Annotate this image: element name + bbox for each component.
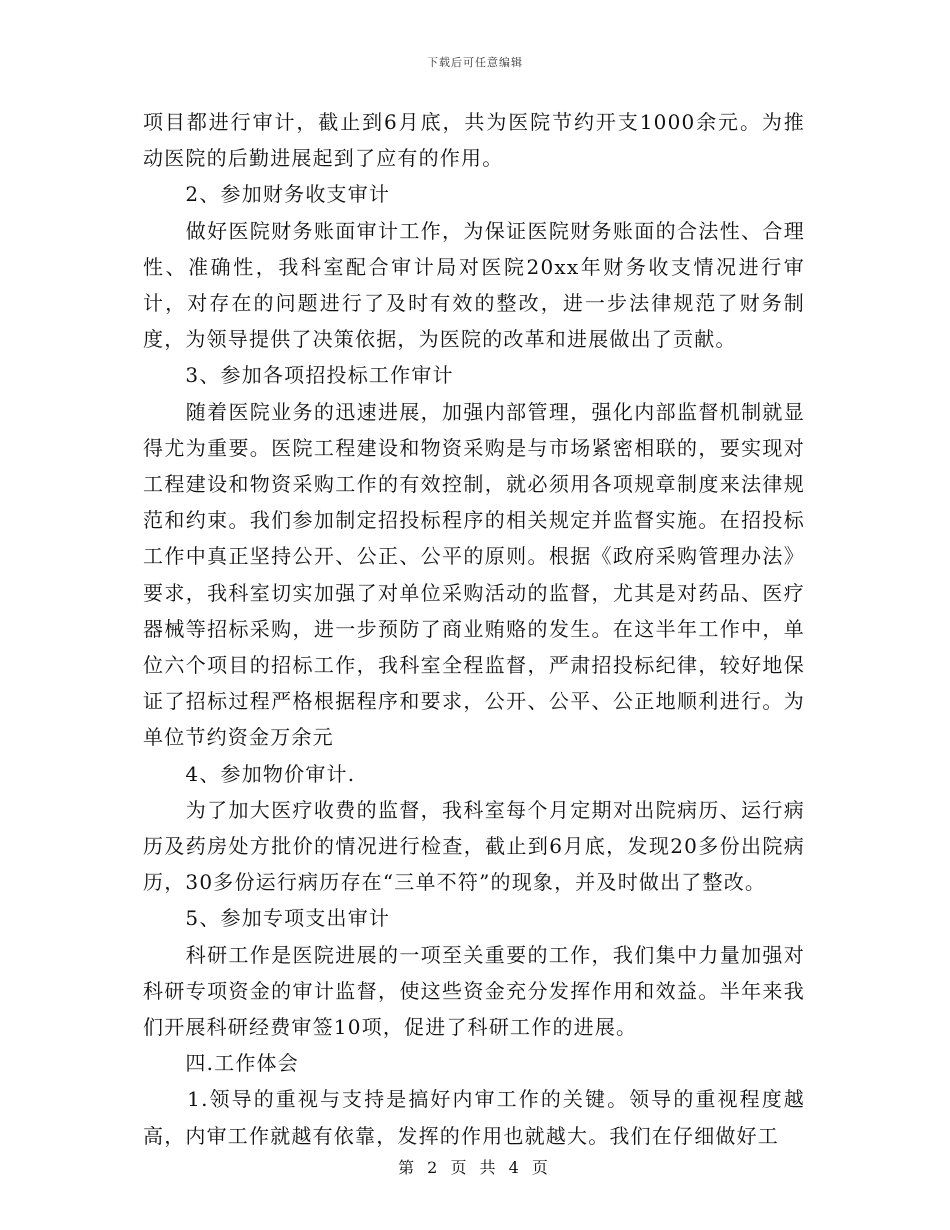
page-number: 第 2 页 共 4 页 xyxy=(398,1158,552,1177)
paragraph: 为了加大医疗收费的监督，我科室每个月定期对出院病历、运行病历及药房处方批价的情况进行检查，截止到6月底，发现20多份出院病历，30多份运行病历存在“三单不符”的现象，并及时做出了整改。 xyxy=(143,797,805,895)
paragraph: 1.领导的重视与支持是搞好内审工作的关键。领导的重视程度越高，内审工作就越有依靠，发挥的作用也就越大。我们在仔细做好工 xyxy=(143,1087,805,1148)
page-header-note: 下载后可任意编辑 xyxy=(427,56,523,69)
paragraph: 项目都进行审计，截止到6月底，共为医院节约开支1000余元。为推动医院的后勤进展起到了应有的作用。 xyxy=(143,110,805,171)
section-heading: 四.工作体会 xyxy=(143,1051,299,1076)
section-heading: 2、参加财务收支审计 xyxy=(143,182,391,207)
paragraph: 随着医院业务的迅速进展，加强内部管理，强化内部监督机制就显得尤为重要。医院工程建设和物资采购是与市场紧密相联的，要实现对工程建设和物资采购工作的有效控制，就必须用各项规章制度来法律规范和约束。我们参加制定招投标程序的相关规定并监督实施。在招投标工作中真正坚持公开、公正、公平的原则。根据《政府采购管理办法》要求，我科室切实加强了对单位采购活动的监督，尤其是对药品、医疗器械等招标采购，进一步预防了商业贿赂的发生。在这半年工作中，单位六个项目的招标工作，我科室全程监督，严肃招投标纪律，较好地保证了招标过程严格根据程序和要求，公开、公平、公正地顺利进行。为单位节约资金万余元 xyxy=(143,399,805,750)
paragraph: 做好医院财务账面审计工作，为保证医院财务账面的合法性、合理性、准确性，我科室配合审计局对医院20xx年财务收支情况进行审计，对存在的问题进行了及时有效的整改，进一步法律规范了财务制度，为领导提供了决策依据，为医院的改革和进展做出了贡献。 xyxy=(143,218,805,352)
document-body xyxy=(143,104,805,1154)
section-heading: 4、参加物价审计. xyxy=(143,761,356,786)
section-heading: 3、参加各项招投标工作审计 xyxy=(143,363,454,388)
section-heading: 5、参加专项支出审计 xyxy=(143,906,391,931)
paragraph: 科研工作是医院进展的一项至关重要的工作，我们集中力量加强对科研专项资金的审计监督，使这些资金充分发挥作用和效益。半年来我们开展科研经费审签10项，促进了科研工作的进展。 xyxy=(143,942,805,1040)
